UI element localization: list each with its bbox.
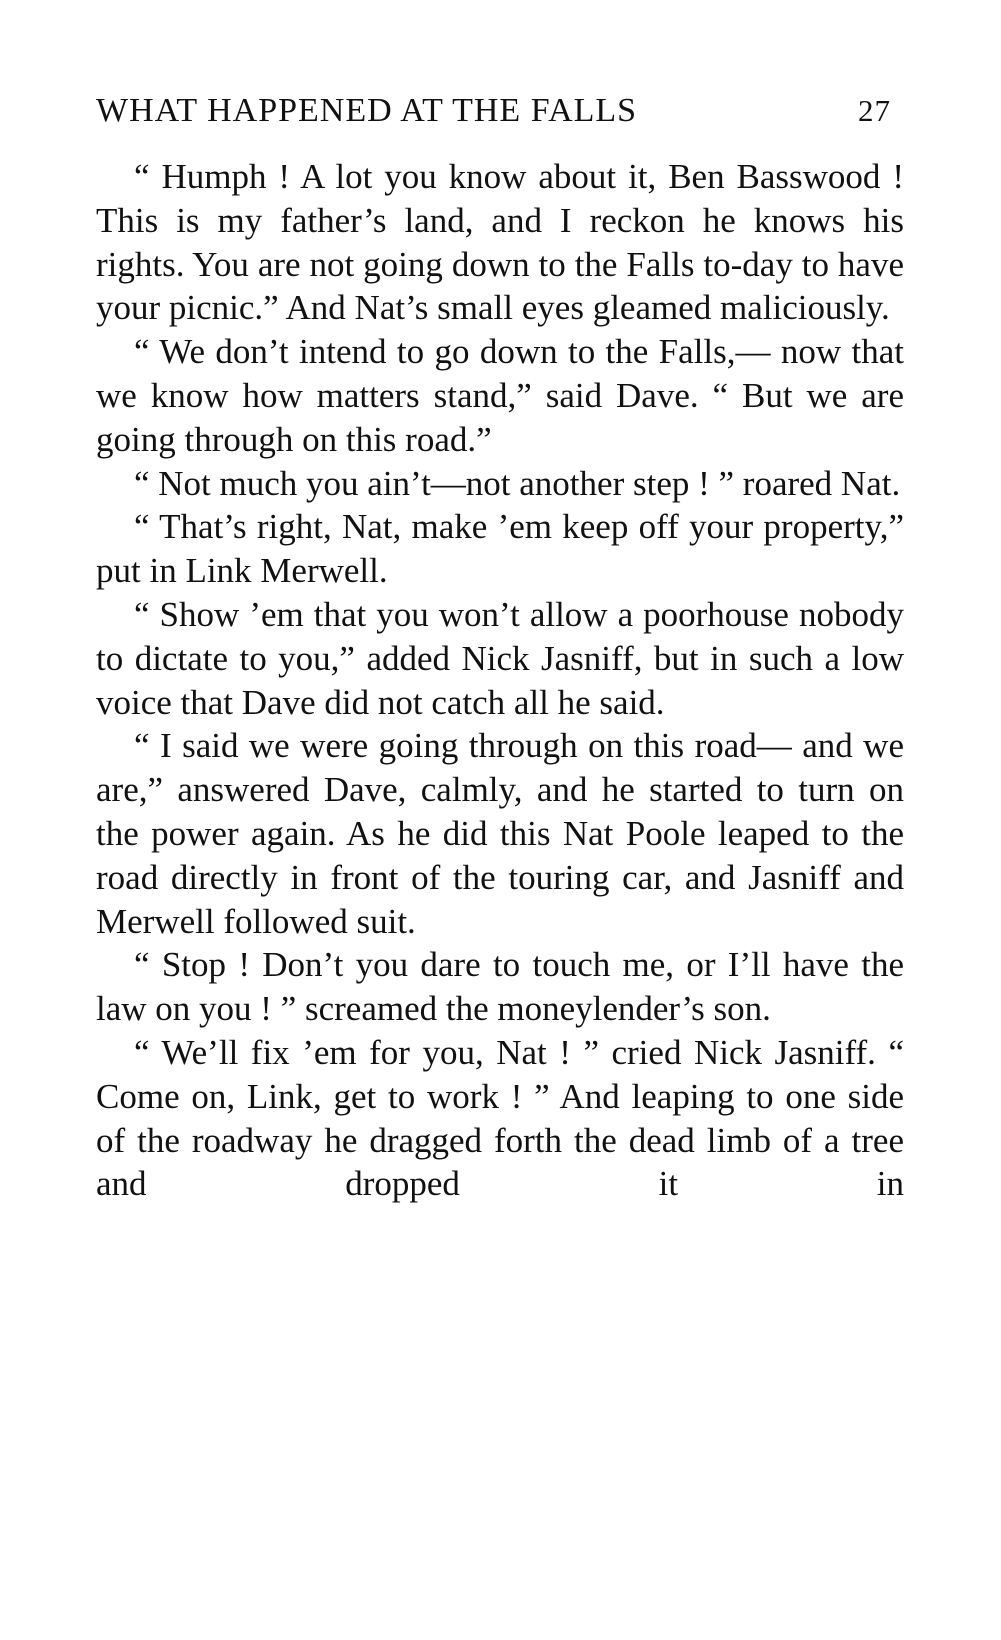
paragraph: “ We’ll fix ’em for you, Nat ! ” cried Nick Jasniff. “ Come on, Link, get to work ! ” And leaping to one side of the roadway he dragged forth the dead limb of a tree and dropped it in: [96, 1032, 904, 1204]
paragraph: “ Humph ! A lot you know about it, Ben Basswood ! This is my father’s land, and I reckon he knows his rights. You are not going down to the Falls to-day to have your picnic.” And Nat’s small eyes gleamed maliciously.: [96, 157, 904, 328]
paragraph: “ That’s right, Nat, make ’em keep off your property,” put in Link Merwell.: [96, 507, 904, 591]
page-number: 27: [858, 93, 891, 128]
paragraph: “ Not much you ain’t—not another step ! ” roared Nat.: [134, 463, 901, 503]
paragraph: “ I said we were going through on this road— and we are,” answered Dave, calmly, and he started to turn on the power again. As he did this Nat Poole leaped to the road directly in front of the touring car, and Jasniff and Merwell followed suit.: [96, 726, 904, 941]
running-title: WHAT HAPPENED AT THE FALLS: [96, 92, 638, 129]
body-text: [96, 155, 904, 1206]
running-head: [96, 92, 891, 136]
paragraph: “ We don’t intend to go down to the Falls,— now that we know how matters stand,” said Dave. “ But we are going through on this road.”: [96, 332, 904, 459]
paragraph: “ Stop ! Don’t you dare to touch me, or I’ll have the law on you ! ” screamed the moneylender’s son.: [96, 945, 904, 1029]
paragraph: “ Show ’em that you won’t allow a poorhouse nobody to dictate to you,” added Nick Jasniff, but in such a low voice that Dave did not catch all he said.: [96, 594, 904, 722]
